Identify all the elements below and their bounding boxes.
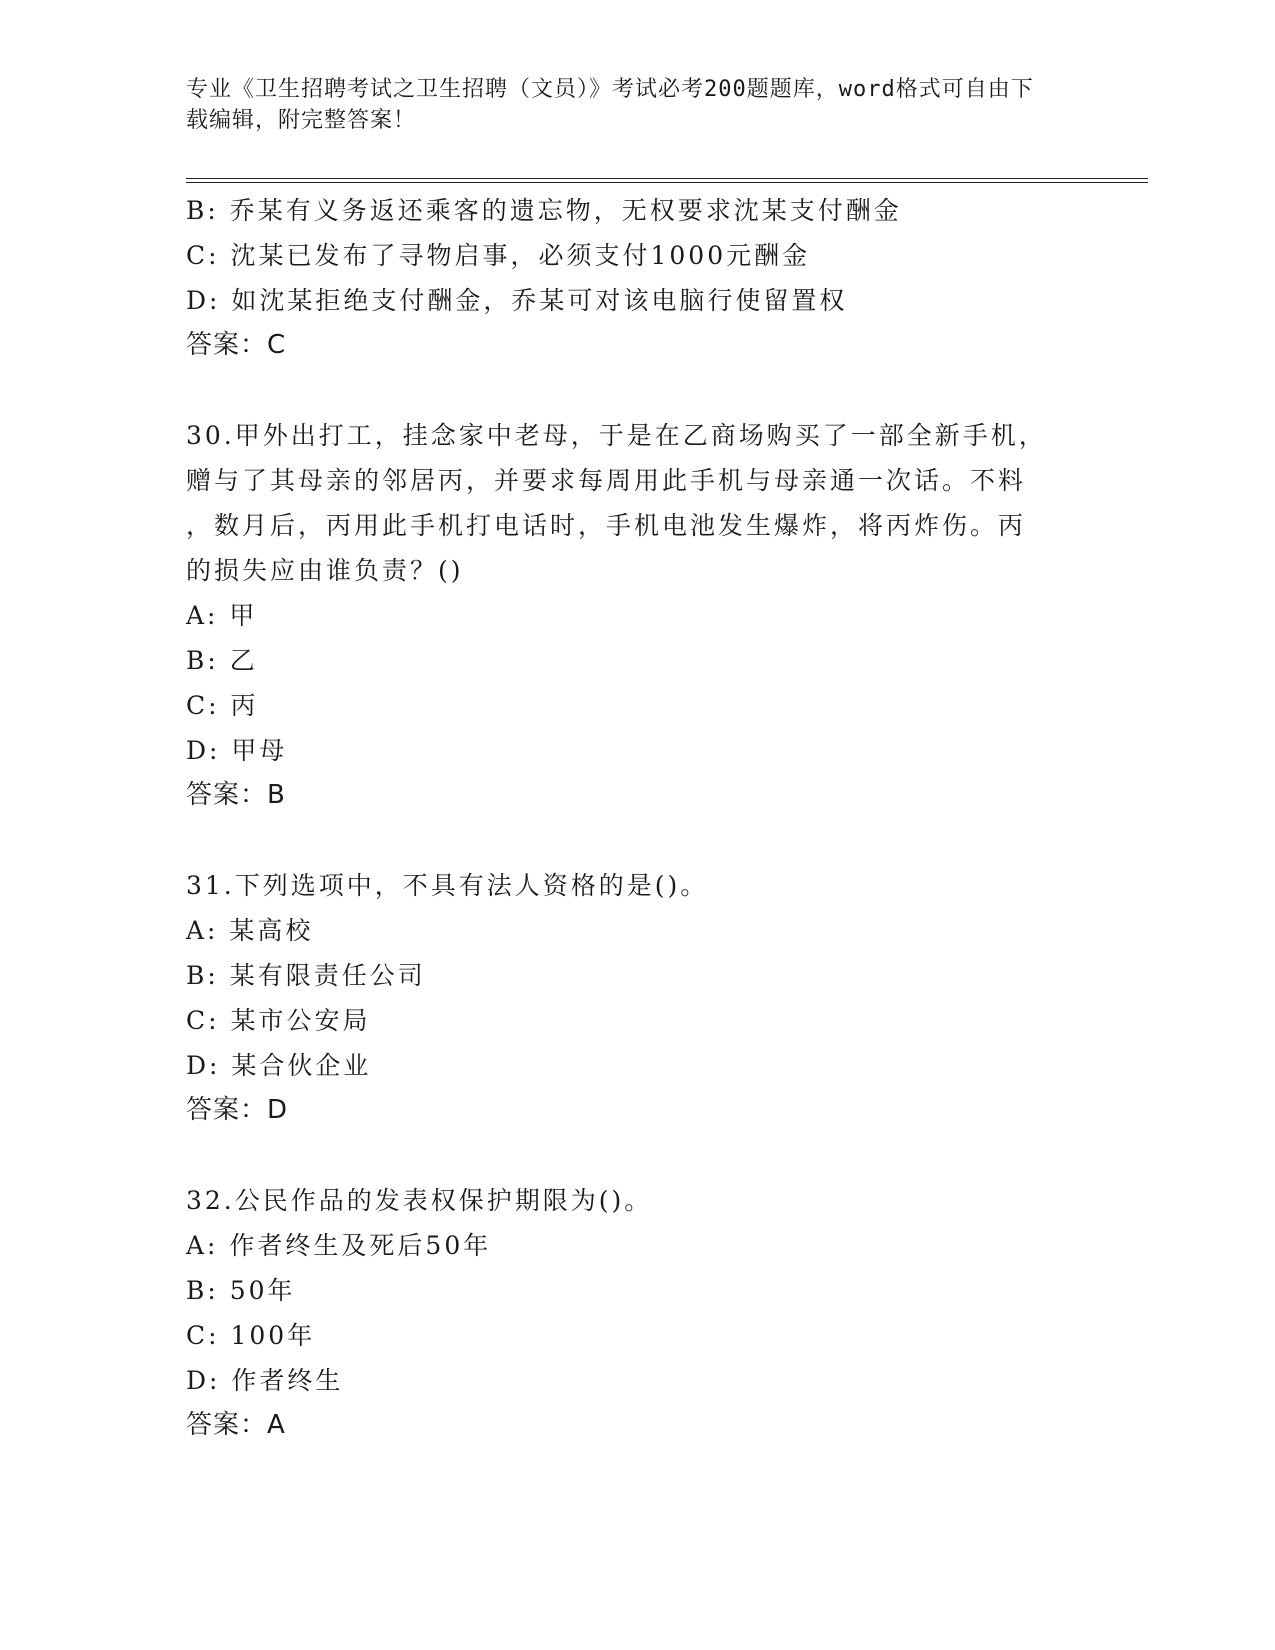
question-32: [186, 1178, 1086, 1448]
question-stem-line: 的损失应由谁负责？(): [186, 556, 464, 585]
option-b: B: 乙: [186, 646, 258, 675]
answer: 答案：B: [186, 780, 286, 810]
question-29-continued: [186, 188, 1086, 368]
option-b: B: 50年: [186, 1276, 296, 1305]
spacer: [186, 1133, 1086, 1178]
option-c: C: 沈某已发布了寻物启事，必须支付1000元酬金: [186, 241, 811, 270]
option-d: D: 甲母: [186, 736, 288, 765]
option-d: D: 如沈某拒绝支付酬金，乔某可对该电脑行使留置权: [186, 286, 848, 315]
spacer: [186, 368, 1086, 413]
option-b: B: 某有限责任公司: [186, 961, 426, 990]
answer: 答案：C: [186, 330, 287, 360]
option-a: A: 某高校: [186, 916, 314, 945]
question-stem-line: 赠与了其母亲的邻居丙，并要求每周用此手机与母亲通一次话。不料: [186, 466, 1027, 495]
question-31: [186, 863, 1086, 1133]
answer: 答案：D: [186, 1095, 289, 1125]
question-stem-line: 30.甲外出打工，挂念家中老母，于是在乙商场购买了一部全新手机，: [186, 421, 1047, 450]
question-stem-line: 32.公民作品的发表权保护期限为()。: [186, 1186, 653, 1215]
spacer: [186, 818, 1086, 863]
option-d: D: 某合伙企业: [186, 1051, 372, 1080]
option-a: A: 甲: [186, 601, 258, 630]
option-b: B: 乔某有义务返还乘客的遗忘物，无权要求沈某支付酬金: [186, 196, 902, 225]
option-a: A: 作者终生及死后50年: [186, 1231, 492, 1260]
option-d: D: 作者终生: [186, 1366, 344, 1395]
header-rule-top: [186, 178, 1148, 179]
question-stem-line: ，数月后，丙用此手机打电话时，手机电池发生爆炸，将丙炸伤。丙: [186, 511, 1027, 540]
option-c: C: 丙: [186, 691, 259, 720]
question-stem-line: 31.下列选项中，不具有法人资格的是()。: [186, 871, 709, 900]
question-list: [186, 188, 1086, 1448]
option-c: C: 某市公安局: [186, 1006, 371, 1035]
header-rule-bottom: [186, 182, 1148, 183]
option-c: C: 100年: [186, 1321, 316, 1350]
answer: 答案：A: [186, 1410, 286, 1440]
question-30: [186, 413, 1086, 818]
document-header: 专业《卫生招聘考试之卫生招聘（文员）》考试必考200题题库，word格式可自由下载编辑，附完整答案！: [186, 77, 1034, 133]
